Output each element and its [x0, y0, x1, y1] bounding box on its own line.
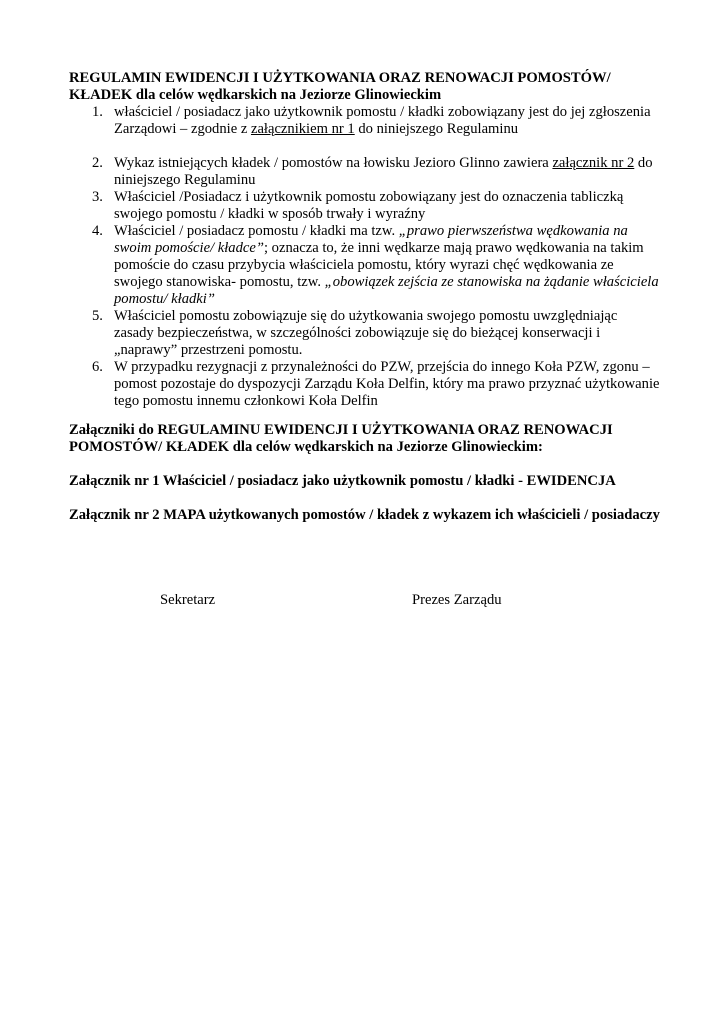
- item-text: Właściciel / posiadacz pomostu / kładki ma tzw.: [114, 223, 399, 239]
- signature-secretary: Sekretarz: [160, 592, 216, 608]
- item-number: 4.: [92, 223, 103, 239]
- item-text: do niniejszego Regulaminu: [354, 121, 519, 137]
- attachment-1-description: Załącznik nr 1 Właściciel / posiadacz jako użytkownik pomostu / kładki - EWIDENCJA: [69, 473, 616, 489]
- title-line-2: KŁADEK dla celów wędkarskich na Jeziorze Glinowieckim: [69, 87, 442, 103]
- list-item-2: [70, 155, 660, 189]
- attachments-heading-line-2: POMOSTÓW/ KŁADEK dla celów wędkarskich na Jeziorze Glinowieckim:: [69, 439, 543, 455]
- list-item-1: [70, 104, 660, 138]
- item-italic-text: „prawo pierwszeństwa wędkowania na swoim pomoście/ kładce”: [114, 223, 628, 256]
- list-item-3: [70, 189, 660, 223]
- attachment-2-description: Załącznik nr 2 MAPA użytkowanych pomostów / kładek z wykazem ich właścicieli / posiadaczy: [69, 507, 660, 523]
- item-number: 6.: [92, 359, 103, 375]
- item-number: 1.: [92, 104, 103, 120]
- attachments-heading-line-1: Załączniki do REGULAMINU EWIDENCJI I UŻYTKOWANIA ORAZ RENOWACJI: [69, 422, 613, 438]
- regulation-title: [69, 70, 669, 104]
- attachment-2-link[interactable]: załącznik nr 2: [552, 155, 635, 171]
- item-text: Właściciel /Posiadacz i użytkownik pomostu zobowiązany jest do oznaczenia tabliczką swojego pomostu / kładki w sposób trwały i wyraźny: [114, 189, 624, 222]
- list-item-4: [70, 223, 660, 308]
- item-text: ; oznacza to, że inni wędkarze mają prawo wędkowania na takim pomoście do czasu przybycia właściciela pomostu, który wyrazi chęć wędkowania ze swojego stanowiska- pomostu, tzw.: [114, 240, 644, 290]
- item-italic-text: „obowiązek zejścia ze stanowiska na żądanie właściciela pomostu/ kładki”: [114, 274, 659, 307]
- list-item-6: [70, 359, 660, 410]
- attachment-1-link[interactable]: załącznikiem nr 1: [250, 121, 355, 137]
- item-number: 3.: [92, 189, 103, 205]
- title-line-1: REGULAMIN EWIDENCJI I UŻYTKOWANIA ORAZ RENOWACJI POMOSTÓW/: [69, 70, 611, 86]
- list-item-5: [70, 308, 660, 359]
- item-number: 5.: [92, 308, 103, 324]
- item-text: Wykaz istniejących kładek / pomostów na łowisku Jezioro Glinno zawiera: [114, 155, 553, 171]
- item-text: W przypadku rezygnacji z przynależności do PZW, przejścia do innego Koła PZW, zgonu – pomost pozostaje do dyspozycji Zarządu Koła Delfin, który ma prawo przyznać użytkowanie tego pomostu innemu członkowi Koła Delfin: [114, 359, 660, 409]
- item-text: do niniejszego Regulaminu: [114, 155, 653, 188]
- regulation-list: [70, 104, 660, 410]
- item-number: 2.: [92, 155, 103, 171]
- item-text: Właściciel pomostu zobowiązuje się do użytkowania swojego pomostu uwzględniając zasady bezpieczeństwa, w szczególności zobowiązuje się do bieżącej konserwacji i „naprawy” przestrzeni pomostu.: [114, 308, 618, 358]
- attachments-heading: [69, 422, 669, 456]
- signature-board-president: Prezes Zarządu: [412, 592, 502, 608]
- item-text: właściciel / posiadacz jako użytkownik pomostu / kładki zobowiązany jest do jej zgłoszenia Zarządowi – zgodnie z: [114, 104, 651, 137]
